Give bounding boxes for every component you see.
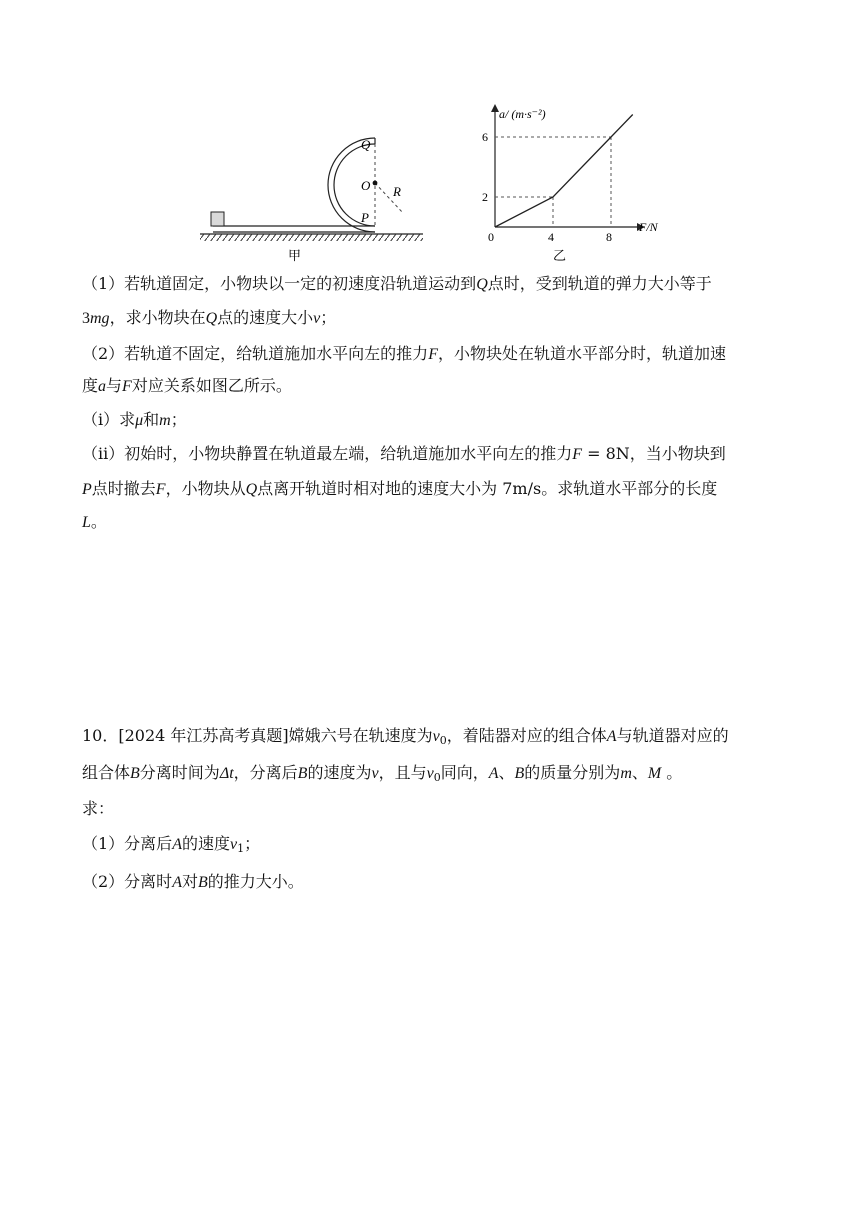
label-O: O (361, 178, 371, 193)
caption-jia: 甲 (288, 249, 302, 264)
p9-qii-line3: L。 (82, 512, 107, 531)
chart-ylabel: a/ (m·s⁻²) (499, 107, 546, 121)
p9-qii-line1: （ii）初始时，小物块静置在轨道最左端，给轨道施加水平向左的推力F = 8N，当小物块到 (82, 444, 726, 463)
chart-y-arrow (491, 104, 499, 112)
p10-line2: 组合体B分离时间为Δt，分离后B的速度为v，且与$v_0$同向，A、B的质量分别为m、M 。 (82, 763, 683, 784)
p10-line3: 求： (82, 799, 115, 818)
chart-ytick-6: 6 (482, 130, 488, 144)
p9-q2-line1: （2）若轨道不固定，给轨道施加水平向左的推力F，小物块处在轨道水平部分时，轨道加速 (82, 344, 726, 363)
p9-q1-line1: （1）若轨道固定，小物块以一定的初速度沿轨道运动到Q点时，受到轨道的弹力大小等于 (82, 274, 712, 293)
chart-series-line (495, 115, 633, 228)
p9-qi-line: （i）求μ和m； (82, 410, 187, 429)
block (211, 212, 224, 226)
figure-jia (195, 110, 435, 270)
chart-xtick-4: 4 (548, 230, 554, 244)
label-R: R (393, 184, 401, 199)
p10-q1: （1）分离后A的速度$v_1$； (82, 834, 261, 855)
chart-ytick-2: 2 (482, 190, 488, 204)
p9-qii-line2: P点时撤去F，小物块从Q点离开轨道时相对地的速度大小为 7m/s。求轨道水平部分的长度 (82, 479, 718, 498)
figure-yi-chart (465, 100, 685, 265)
chart-origin: 0 (488, 230, 494, 244)
caption-yi: 乙 (553, 249, 567, 264)
p9-q2-line2: 度a与F对应关系如图乙所示。 (82, 376, 292, 395)
label-Q: Q (361, 137, 371, 152)
p10-line1: 10．[2024 年江苏高考真题]嫦娥六号在轨速度为$v_0$，着陆器对应的组合体A与轨道器对应的 (82, 726, 729, 747)
chart-xtick-8: 8 (606, 230, 612, 244)
figures-row (0, 100, 860, 270)
center-dot (373, 181, 378, 186)
p10-q2: （2）分离时A对B的推力大小。 (82, 872, 304, 891)
p9-q1-line2: 3mg，求小物块在Q点的速度大小v； (82, 308, 337, 327)
chart-xlabel: F/N (639, 220, 658, 234)
label-P: P (361, 210, 369, 225)
ground-hatch (200, 234, 423, 241)
